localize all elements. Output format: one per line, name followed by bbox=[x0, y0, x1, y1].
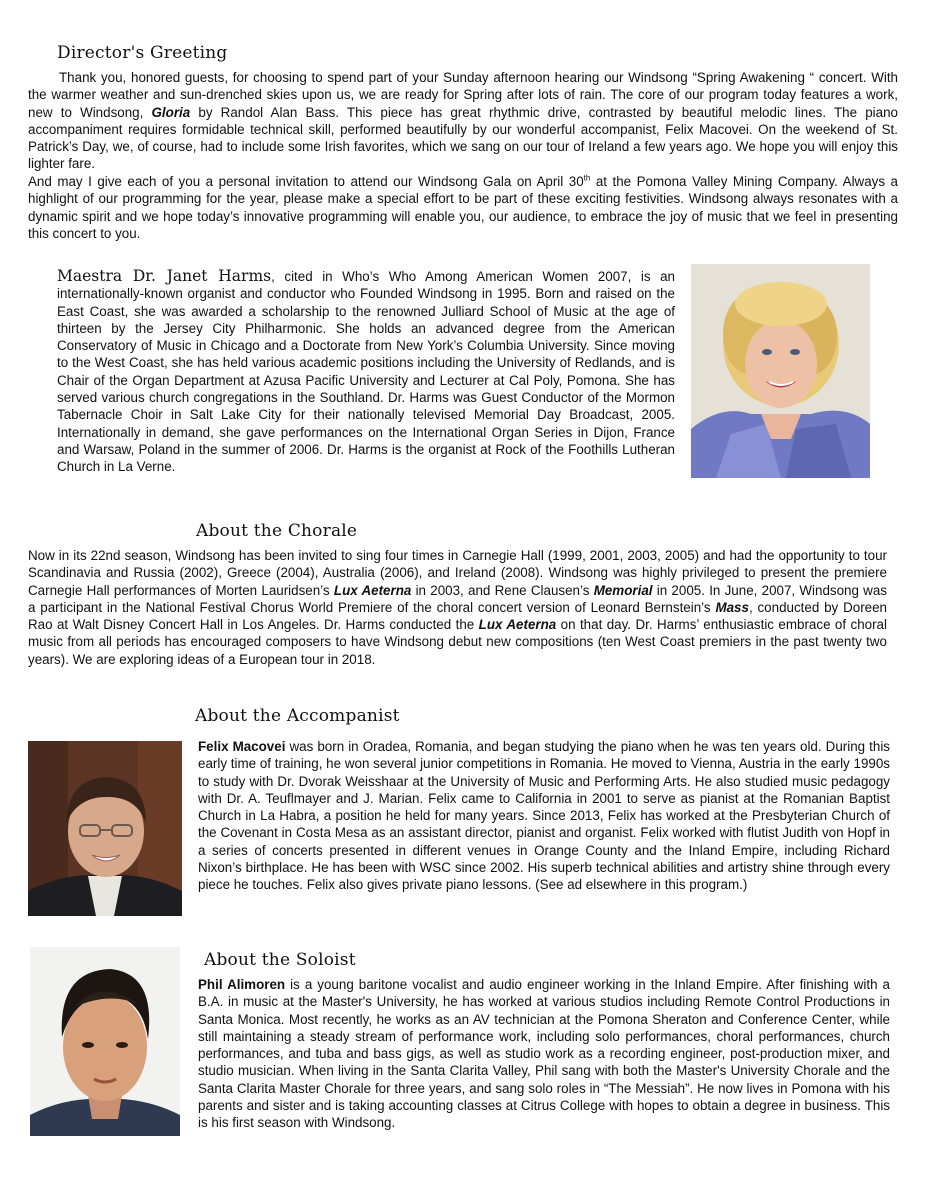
director-bio-text: , cited in Who’s Who Among American Women 2007, is an internationally-known organist and conductor who Founded Windsong in 1995. Born and raised on the East Coast, she was awarded a scholarship to the renowned Julliard School of Music at the age of thirteen by the Jersey City Philharmonic. She holds an advanced degree from the American Conservatory of Music in Chicago and a Doctorate from New York’s Columbia University. Since moving to the West Coast, she has held various academic positions including the University of Redlands, and is Chair of the Organ Department at Azusa Pacific University and Lecturer at Cal Poly, Pomona. She has served various church congregations in the Southland. Dr. Harms was Guest Conductor of the Mormon Tabernacle Choir in Salt Lake City for their nationally televised Memorial Day Broadcast, 2005. Internationally in demand, she gave performances on the International Organ Series in Dijon, France and Warsaw, Poland in the summer of 2006. Dr. Harms is the organist at Rock of the Foothills Lutheran Church in La Verne. bbox=[57, 269, 675, 475]
work-title-mass: Mass bbox=[715, 599, 749, 615]
chorale-text-2: in 2003, and Rene Clausen’s bbox=[411, 582, 594, 598]
chorale-paragraph bbox=[28, 547, 887, 668]
greeting-paragraph-2 bbox=[28, 173, 898, 242]
work-title-memorial: Memorial bbox=[593, 582, 653, 598]
work-title-lux-aeterna-2: Lux Aeterna bbox=[478, 617, 557, 633]
work-title-gloria: Gloria bbox=[151, 104, 191, 120]
accompanist-heading: About the Accompanist bbox=[195, 706, 400, 726]
director-name: Maestra Dr. Janet Harms bbox=[57, 267, 272, 285]
soloist-name: Phil Alimoren bbox=[198, 977, 286, 992]
soloist-photo bbox=[30, 947, 180, 1136]
chorale-text-3: in 2005. In June, 2007, Windsong was a participant in the National Festival Chorus World Premiere of the choral concert version of Leonard Bernstein’s bbox=[28, 582, 887, 615]
work-title-lux-aeterna: Lux Aeterna bbox=[333, 582, 412, 598]
director-photo bbox=[691, 264, 870, 478]
greeting-invite-b: at the Pomona Valley Mining Company. Always a highlight of our programming for the year, please make a special effort to be part of these exciting festivities. Windsong always resonates with a dynamic spirit and we hope today’s innovative programming will enable you, our audience, to embrace the joy of music that we feel in presenting this concert to you. bbox=[28, 174, 898, 241]
ordinal-suffix: th bbox=[583, 173, 591, 183]
soloist-bio-text: is a young baritone vocalist and audio engineer working in the Inland Empire. After finishing with a B.A. in music at the Master's University, he has worked at various studios including Remote Control Productions in Santa Monica. Most recently, he works as an AV technician at the Pomona Sheraton and Conference Center, while still maintaining a steady stream of performance work, including solo performances, choral performances, church performances, and tuba and bass gigs, as well as studio work as a recording engineer, post-production mixer, and studio musician. When living in the Santa Clarita Valley, Phil sang with both the Master's University Chorale and the Santa Clarita Master Chorale for three years, and sang solo roles in “The Messiah”. He now lives in Pomona with his parents and sister and is taking accounting classes at Citrus College with hopes to obtain a degree in business. This is his first season with Windsong. bbox=[198, 977, 890, 1131]
accompanist-bio-text: was born in Oradea, Romania, and began studying the piano when he was ten years old. During this early time of training, he won several junior competitions in Romania. He moved to Vienna, Austria in the early 1990s to study with Dr. Dvorak Weisshaar at the University of Music and Performing Arts. He also studied music pedagogy with Dr. A. Teuflmayer and J. Marian. Felix came to California in 2001 to serve as pianist at the Romanian Baptist Church in La Habra, a position he held for many years. Since 2013, Felix has worked at the Presbyterian Church of the Covenant in Costa Mesa as an assistant director, pianist and organist. Felix worked with flutist Judith von Hopf in a series of concerts presented in different venues in Orange County and the Inland Empire, including Richard Nixon’s birthplace. He has been with WSC since 2002. His superb technical abilities and artistry shine through every piece he touches. Felix also gives private piano lessons. (See ad elsewhere in this program.) bbox=[198, 739, 890, 893]
greeting-heading: Director's Greeting bbox=[57, 43, 228, 63]
soloist-heading: About the Soloist bbox=[204, 950, 356, 970]
greeting-text-b: by Randol Alan Bass. This piece has great rhythmic drive, contrasted by beautiful melodic lines. The piano accompaniment requires formidable technical skill, performed beautifully by our wonderful accompanist, Felix Macovei. On the weekend of St. Patrick’s Day, we, of course, had to include some Irish favorites, which we sang on our tour of Ireland a few years ago. We hope you will enjoy this lighter fare. bbox=[28, 104, 898, 172]
accompanist-photo bbox=[28, 741, 182, 916]
chorale-heading: About the Chorale bbox=[196, 521, 358, 541]
accompanist-bio bbox=[198, 738, 890, 894]
chorale-text-4: , conducted by Doreen Rao at Walt Disney Concert Hall in Los Angeles. Dr. Harms conducted the bbox=[28, 599, 887, 633]
greeting-invite-a: And may I give each of you a personal invitation to attend our Windsong Gala on April 30 bbox=[28, 174, 584, 189]
chorale-text-5: on that day. Dr. Harms’ enthusiastic embrace of choral music from all periods has encouraged composers to have Windsong debut new compositions (ten West Coast premiers in the past twenty two years). We are exploring ideas of a European tour in 2018. bbox=[28, 617, 887, 667]
greeting-text-a: Thank you, honored guests, for choosing to spend part of your Sunday afternoon hearing our Windsong “Spring Awakening “ concert. With the warmer weather and sun-drenched skies upon us, we are ready for Spring after lots of rain. The core of our program today features a work, new to Windsong, bbox=[28, 70, 898, 120]
chorale-text-1: Now in its 22nd season, Windsong has been invited to sing four times in Carnegie Hall (1999, 2001, 2003, 2005) and had the opportunity to tour Scandinavia and Russia (2002), Greece (2004), Australia (2006), and Ireland (2008). Windsong was highly privileged to present the premiere Carnegie Hall performances of Morten Lauridsen’s bbox=[28, 548, 887, 598]
greeting-paragraph-1 bbox=[28, 69, 898, 173]
director-bio bbox=[57, 268, 675, 476]
accompanist-name: Felix Macovei bbox=[198, 739, 286, 754]
soloist-bio bbox=[198, 976, 890, 1132]
